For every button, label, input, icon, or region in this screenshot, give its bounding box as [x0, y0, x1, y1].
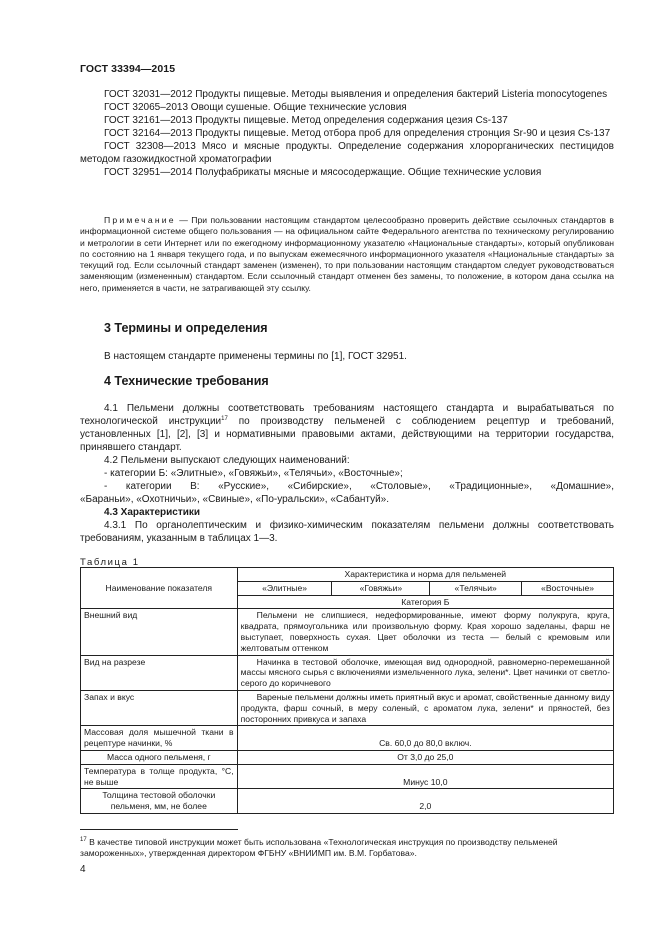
section-requirements-body — [80, 402, 614, 545]
table-cell: Вид на разрезе — [81, 655, 238, 690]
table-row — [81, 609, 614, 655]
normative-references — [80, 88, 614, 179]
reference-item: ГОСТ 32161—2013 Продукты пищевые. Метод определения содержания цезия Cs-137 — [104, 115, 508, 126]
table-cell: Св. 60,0 до 80,0 включ. — [237, 726, 613, 751]
table-header-cell: Характеристика и норма для пельменей — [237, 568, 613, 582]
paragraph: 4.2 Пельмени выпускают следующих наименований: — [104, 455, 350, 466]
table-row — [81, 655, 614, 690]
paragraph: 4.3.1 По органолептическим и физико-химическим показателям пельмени должны соответствовать требованиям, указанным в таблицах 1—3. — [80, 520, 614, 544]
table-cell: Температура в толще продукта, °С, не выше — [81, 764, 238, 789]
table-cell: Массовая доля мышечной ткани в рецептуре начинки, % — [81, 726, 238, 751]
subsection-heading: 4.3 Характеристики — [104, 507, 201, 518]
note-paragraph — [80, 215, 614, 294]
table-1 — [80, 567, 614, 814]
table-cell: Масса одного пельменя, г — [81, 750, 238, 764]
table-row — [81, 764, 614, 789]
table-header-cell: Категория Б — [237, 595, 613, 609]
table-row — [81, 750, 614, 764]
table-header-cell: Наименование показателя — [81, 568, 238, 609]
reference-item: ГОСТ 32308—2013 Мясо и мясные продукты. Определение содержания хлорорганических пестицидов методом газожидкостной хроматографии — [80, 141, 614, 165]
paragraph-text: по производству пельменей с соблюдением рецептур и требований, установленных [1], [2], [3] и нормативными правовыми актами, действующими на территории государства, принявшего стандарт. — [80, 416, 614, 453]
paragraph — [80, 402, 614, 454]
section-terms-body — [80, 350, 614, 363]
table-row — [81, 726, 614, 751]
table-cell: 2,0 — [237, 789, 613, 814]
table-cell: Запах и вкус — [81, 690, 238, 725]
table-caption: Таблица 1 — [80, 557, 140, 568]
table-header-cell: «Говяжьи» — [332, 581, 430, 595]
reference-item: ГОСТ 32951—2014 Полуфабрикаты мясные и мясосодержащие. Общие технические условия — [104, 167, 542, 178]
footnote — [80, 837, 614, 859]
paragraph-text: 4.1 Пельмени должны соответствовать требованиям настоящего стандарта и вырабатываться по технологической инструкции — [80, 403, 614, 427]
table-header-cell: «Элитные» — [237, 581, 332, 595]
table-header-cell: «Восточные» — [522, 581, 614, 595]
list-item: - категории В: «Русские», «Сибирские», «Столовые», «Традиционные», «Домашние», — [104, 481, 614, 492]
page-header: ГОСТ 33394—2015 — [80, 63, 176, 75]
list-item: «Бараньи», «Охотничьи», «Свиные», «По-уральски», «Сабантуй». — [80, 494, 390, 505]
footnote-divider — [80, 829, 238, 830]
section-heading-requirements: 4 Технические требования — [104, 374, 269, 388]
section-heading-terms: 3 Термины и определения — [104, 321, 268, 335]
table-cell: Вареные пельмени должны иметь приятный вкус и аромат, свойственные данному виду продукта, фарш сочный, в меру соленый, с ароматом лука, зелени* и пряностей, без посторонних привкуса и запаха — [237, 690, 613, 725]
table-cell: Минус 10,0 — [237, 764, 613, 789]
paragraph: В настоящем стандарте применены термины по [1], ГОСТ 32951. — [104, 351, 407, 362]
table-row — [81, 789, 614, 814]
page-number: 4 — [80, 864, 86, 875]
list-item: - категории Б: «Элитные», «Говяжьи», «Телячьи», «Восточные»; — [104, 468, 403, 479]
table-cell: Толщина тестовой оболочки пельменя, мм, не более — [81, 789, 238, 814]
footnote-ref: 17 — [221, 416, 228, 422]
table-cell: Начинка в тестовой оболочке, имеющая вид однородной, равномерно-перемешанной массы мясного сырья с включениями измельченного лука, зелени*. Цвет начинки от светло-серого до коричневого — [237, 655, 613, 690]
table-row — [81, 690, 614, 725]
table-header-cell: «Телячьи» — [430, 581, 522, 595]
table-cell: Внешний вид — [81, 609, 238, 655]
reference-item: ГОСТ 32065–2013 Овощи сушеные. Общие технические условия — [104, 102, 407, 113]
footnote-text: В качестве типовой инструкции может быть использована «Технологическая инструкция по производству пельменей замороженных», утвержденная директором ФГБНУ «ВНИИМП им. В.М. Горбатова». — [80, 837, 558, 858]
reference-item: ГОСТ 32031—2012 Продукты пищевые. Методы выявления и определения бактерий Listeria monocytogenes — [104, 89, 608, 100]
note-label: Примечание — [104, 215, 176, 225]
reference-item: ГОСТ 32164—2013 Продукты пищевые. Метод отбора проб для определения стронция Sr-90 и цезия Cs-137 — [104, 128, 611, 139]
table-cell: Пельмени не слипшиеся, недеформированные, имеют форму полукруга, круга, квадрата, прямоугольника или произвольную форму. Края хорошо заделаны, фарш не выступает, поверхность сухая. Цвет оболочки из теста — белый с кремовым или желтоватым оттенком — [237, 609, 613, 655]
note-text: — При пользовании настоящим стандартом целесообразно проверить действие ссылочных стандартов в информационной системе общего пользования — на официальном сайте Федерального агентства по техническому регулированию и метрологии в сети Интернет или по ежегодному информационному указателю «Национальные стандарты», который опубликован по состоянию на 1 января текущего года, и по выпускам ежемесячного информационного указателя «Национальные стандарты» за текущий год. Если ссылочный стандарт заменен (изменен), то при пользовании настоящим стандартом следует руководствоваться заменяющим (измененным) стандартом. Если ссылочный стандарт отменен без замены, то положение, в котором дана ссылка на него, применяется в части, не затрагивающей эту ссылку. — [80, 215, 614, 293]
table-cell: От 3,0 до 25,0 — [237, 750, 613, 764]
footnote-mark: 17 — [80, 837, 87, 843]
